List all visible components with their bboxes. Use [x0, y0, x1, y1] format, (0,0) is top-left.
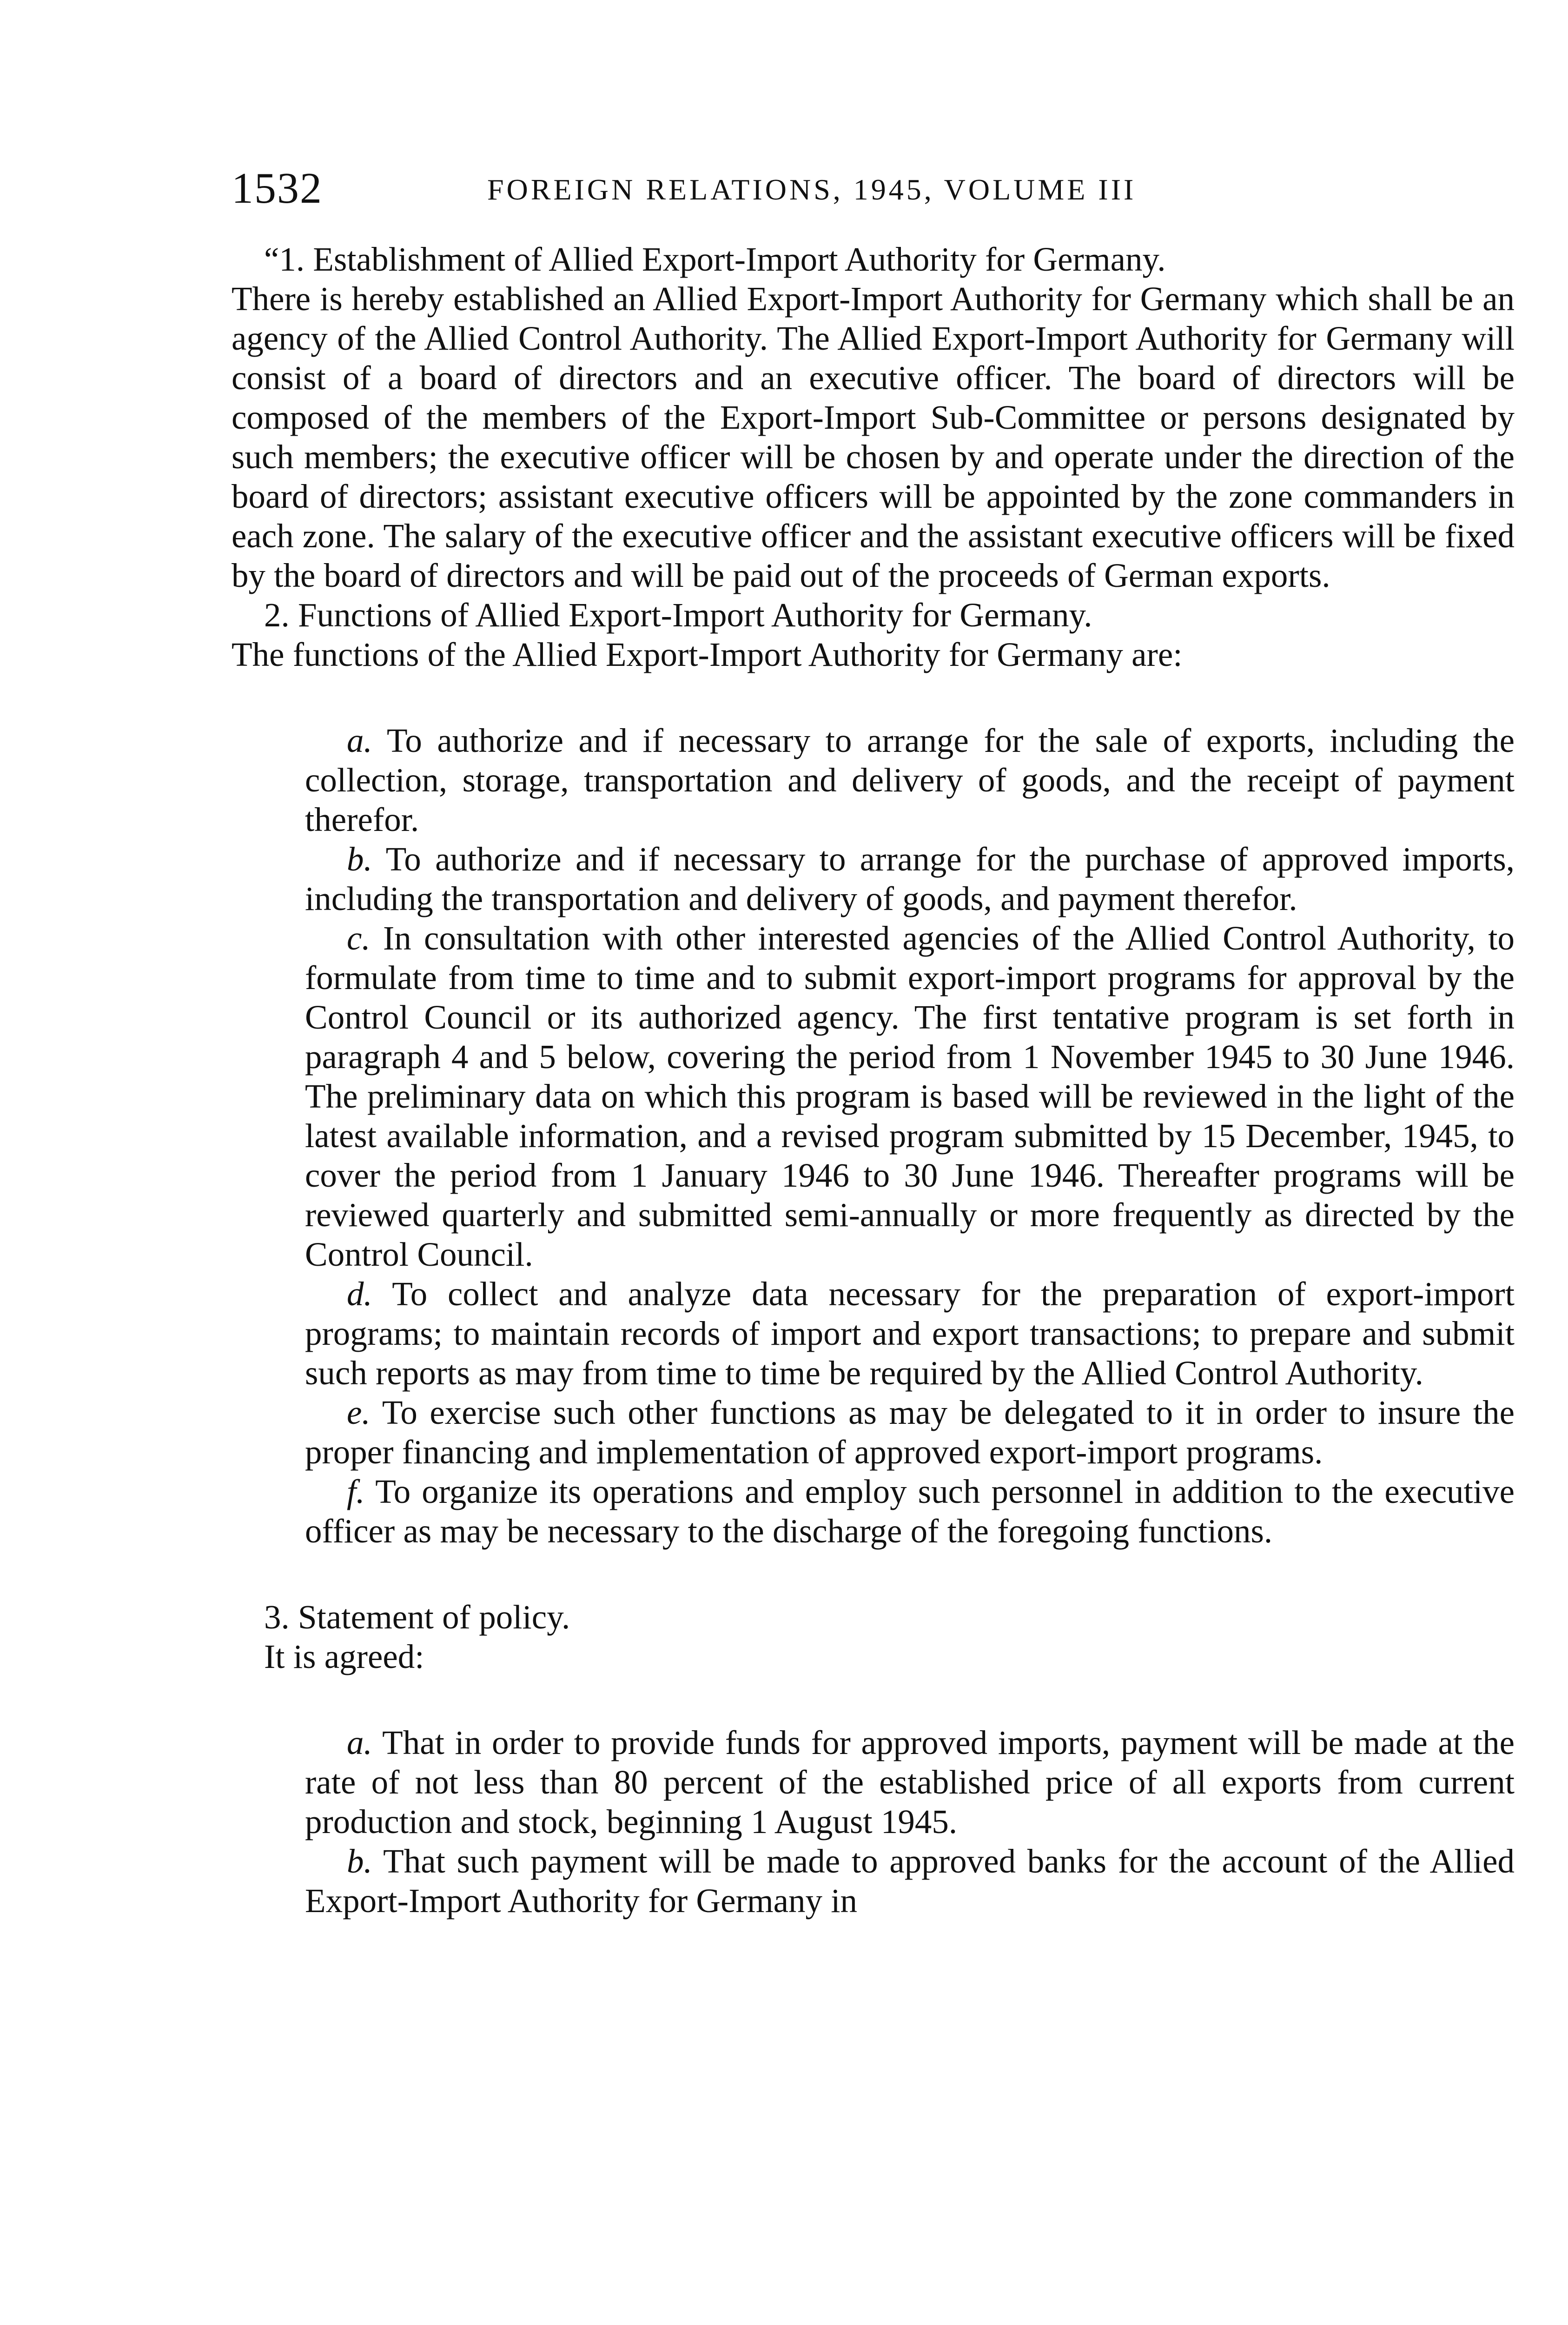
section-3-intro: It is agreed: — [264, 1638, 424, 1675]
item-letter: e. — [347, 1394, 370, 1431]
section-3-heading: 3. Statement of policy. — [264, 1598, 570, 1636]
item-text: To collect and analyze data necessary for the preparation of export-import programs; to maintain records of import and export transactions; to prepare and submit such reports as may from time to time be required by the Allied Control Authority. — [305, 1275, 1515, 1392]
item-text: In consultation with other interested agencies of the Allied Control Authority, to formulate from time to time and to submit export-import programs for approval by the Control Council or its authorized agency. The first tentative program is set forth in paragraph 4 and 5 below, covering the period from 1 November 1945 to 30 June 1946. The preliminary data on which this program is based will be reviewed in the light of the latest available information, and a revised program submitted by 15 December, 1945, to cover the period from 1 January 1946 to 30 June 1946. Thereafter programs will be reviewed quarterly and submitted semi-annually or more frequently as directed by the Control Council. — [305, 919, 1515, 1273]
page-number: 1532 — [232, 164, 323, 213]
list-item — [232, 1723, 1515, 1841]
list-item — [232, 839, 1515, 918]
running-head: FOREIGN RELATIONS, 1945, VOLUME III — [487, 173, 1137, 206]
item-letter: f. — [347, 1473, 365, 1510]
item-letter: c. — [347, 919, 370, 957]
list-item — [232, 1393, 1515, 1472]
list-item — [232, 721, 1515, 839]
item-text: To exercise such other functions as may be delegated to it in order to insure the proper financing and implementation of approved export-import programs. — [305, 1394, 1515, 1471]
spacer — [232, 1551, 1515, 1597]
item-text: To organize its operations and employ such personnel in addition to the executive officer as may be necessary to the discharge of the foregoing functions. — [305, 1473, 1515, 1550]
section-1-heading: “1. Establishment of Allied Export-Import Authority for Germany. — [264, 240, 1166, 278]
section-2-heading: 2. Functions of Allied Export-Import Authority for Germany. — [264, 596, 1092, 634]
item-text: To authorize and if necessary to arrange for the sale of exports, including the collection, storage, transportation and delivery of goods, and the receipt of payment therefor. — [305, 722, 1515, 838]
document-body — [232, 239, 1515, 1920]
item-letter: a. — [347, 1724, 372, 1761]
item-letter: b. — [347, 840, 372, 878]
spacer — [232, 1676, 1515, 1723]
list-item — [232, 1472, 1515, 1551]
list-item — [232, 1274, 1515, 1393]
item-letter: a. — [347, 722, 372, 759]
section-2-intro: The functions of the Allied Export-Import Authority for Germany are: — [232, 636, 1183, 673]
list-item — [232, 1841, 1515, 1920]
item-letter: b. — [347, 1842, 372, 1880]
item-text: To authorize and if necessary to arrange for the purchase of approved imports, including the transportation and delivery of goods, and payment therefor. — [305, 840, 1515, 917]
item-text: That in order to provide funds for approved imports, payment will be made at the rate of not less than 80 percent of the established price of all exports from current production and stock, beginning 1 August 1945. — [305, 1724, 1515, 1840]
item-text: That such payment will be made to approved banks for the account of the Allied Export-Import Authority for Germany in — [305, 1842, 1515, 1920]
section-1-paragraph: There is hereby established an Allied Export-Import Authority for Germany which shall be an agency of the Allied Control Authority. The Allied Export-Import Authority for Germany will consist of a board of directors and an executive officer. The board of directors will be composed of the members of the Export-Import Sub-Committee or persons designated by such members; the executive officer will be chosen by and operate under the direction of the board of directors; assistant executive officers will be appointed by the zone commanders in each zone. The salary of the executive officer and the assistant executive officers will be fixed by the board of directors and will be paid out of the proceeds of German exports. — [232, 280, 1515, 594]
list-item — [232, 918, 1515, 1274]
page-header — [232, 163, 1505, 214]
item-letter: d. — [347, 1275, 372, 1313]
spacer — [232, 674, 1515, 721]
